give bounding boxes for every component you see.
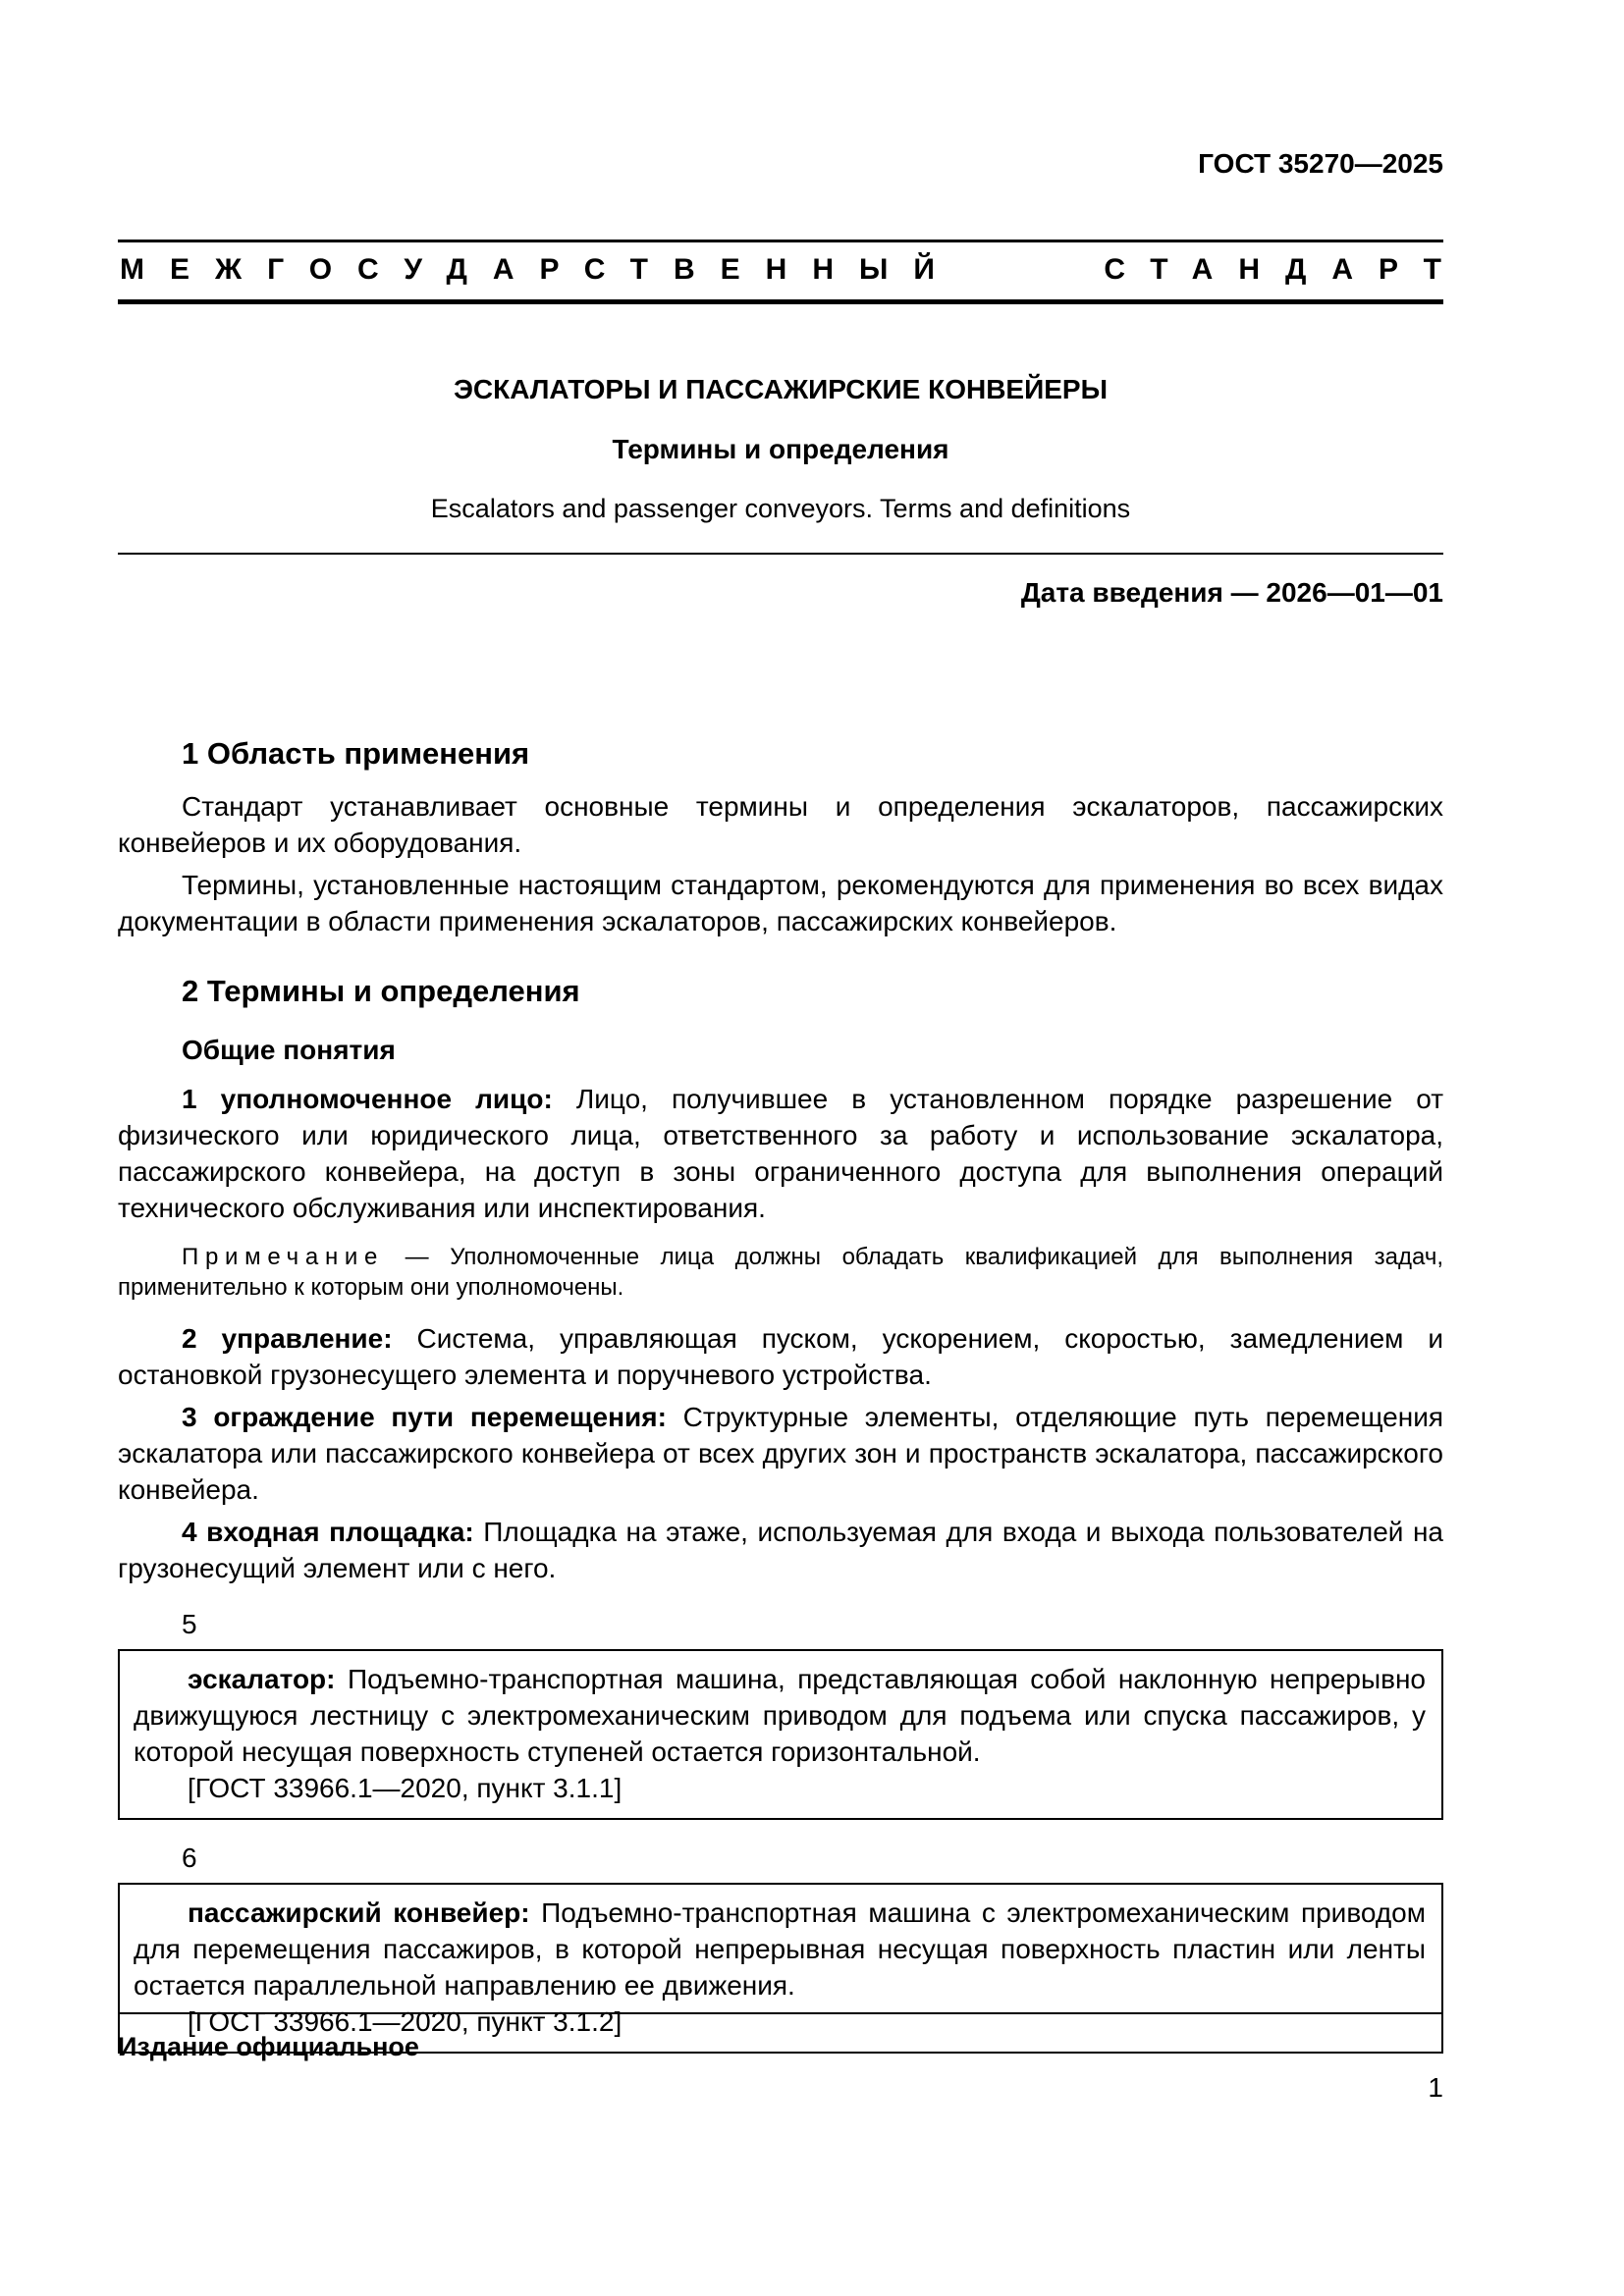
note-label: Примечание (182, 1244, 385, 1270)
term-item (134, 1895, 1426, 2003)
section-1-paragraph: Стандарт устанавливает основные термины и определения эскалаторов, пассажирских конвейеров и их оборудования. (118, 791, 1443, 858)
title-divider (118, 553, 1443, 555)
term-item (118, 1081, 1443, 1226)
page-footer (118, 2012, 1443, 2105)
term-item (118, 1320, 1443, 1393)
term-definition: Система, управляющая пуском, ускорением, скоростью, замедлением и остановкой грузонесущего элемента и поручневого устройства. (118, 1323, 1444, 1390)
term-title (182, 1402, 667, 1432)
document-title: ЭСКАЛАТОРЫ И ПАССАЖИРСКИЕ КОНВЕЙЕРЫ (453, 374, 1108, 404)
term-number: 6 (182, 1842, 197, 1873)
standard-type-banner (118, 240, 1467, 304)
document-subtitle: Термины и определения (612, 434, 949, 464)
term-reference: [ГОСТ 33966.1—2020, пункт 3.1.1] (188, 1773, 623, 1803)
document-title-english: Escalators and passenger conveyors. Terms and definitions (430, 494, 1131, 523)
edition-note: Издание официальное (118, 2032, 419, 2061)
effective-date: Дата введения — 2026—01—01 (1020, 577, 1443, 608)
document-code: ГОСТ 35270—2025 (1198, 148, 1443, 179)
page-number: 1 (1428, 2072, 1443, 2103)
section-1-heading: 1 Область применения (182, 736, 530, 771)
term-name: пассажирский конвейер: (188, 1897, 530, 1928)
subsection-heading: Общие понятия (182, 1035, 396, 1065)
note-dash: — (405, 1244, 429, 1270)
banner-word-interstate: МЕЖГОСУДАРСТВЕННЫЙ (120, 253, 960, 286)
term-name: уполномоченное лицо: (220, 1084, 553, 1114)
note (118, 1242, 1443, 1303)
term-definition: Подъемно-транспортная машина, представляющая собой наклонную непрерывно движущуюся лестницу с электромеханическим приводом для подъема или спуска пассажиров, у которой несущая поверхность ступеней остается горизонтальной. (134, 1664, 1427, 1767)
term-definition: Лицо, получившее в установленном порядке разрешение от физического или юридического лица, ответственного за работу и использование эскалатора, пассажирского конвейера, на доступ в зоны ограниченного доступа для выполнения операций технического обслуживания или инспектирования. (118, 1084, 1444, 1223)
term-name: эскалатор: (188, 1664, 336, 1694)
term-definition: Подъемно-транспортная машина с электромеханическим приводом для перемещения пассажиров, в которой непрерывная несущая поверхность пластин или ленты остается параллельной направлению ее движения. (134, 1897, 1427, 2001)
boxed-term-definition (118, 1649, 1443, 1820)
term-title (182, 1084, 553, 1114)
term-title (182, 1517, 474, 1547)
term-number: 4 (182, 1517, 197, 1547)
term-definition: Площадка на этаже, используемая для входа и выхода пользователей на грузонесущий элемент или с него. (118, 1517, 1444, 1583)
term-definition: Структурные элементы, отделяющие путь перемещения эскалатора или пассажирского конвейера от всех других зон и пространств эскалатора, пассажирского конвейера. (118, 1402, 1443, 1505)
term-item (118, 1514, 1443, 1586)
term-name: входная площадка: (206, 1517, 474, 1547)
term-number: 5 (182, 1609, 197, 1639)
note-text: Уполномоченные лица должны обладать квалификацией для выполнения задач, применительно к которым они уполномочены. (118, 1244, 1444, 1301)
section-1-paragraph: Термины, установленные настоящим стандартом, рекомендуются для применения во всех видах документации в области применения эскалаторов, пассажирских конвейеров. (118, 870, 1443, 936)
section-2-heading: 2 Термины и определения (182, 974, 580, 1008)
page-content (118, 0, 1467, 2054)
term-number: 2 (182, 1323, 197, 1354)
footer-divider (118, 2012, 1443, 2014)
term-title (182, 1323, 393, 1354)
term-number: 1 (182, 1084, 197, 1114)
banner-word-standard: СТАНДАРТ (1104, 253, 1467, 286)
term-item (118, 1399, 1443, 1508)
term-reference: [ГОСТ 33966.1—2020, пункт 3.1.2] (188, 2006, 623, 2037)
term-number: 3 (182, 1402, 197, 1432)
term-name: ограждение пути перемещения: (213, 1402, 667, 1432)
term-name: управление: (221, 1323, 393, 1354)
term-item (134, 1661, 1426, 1770)
